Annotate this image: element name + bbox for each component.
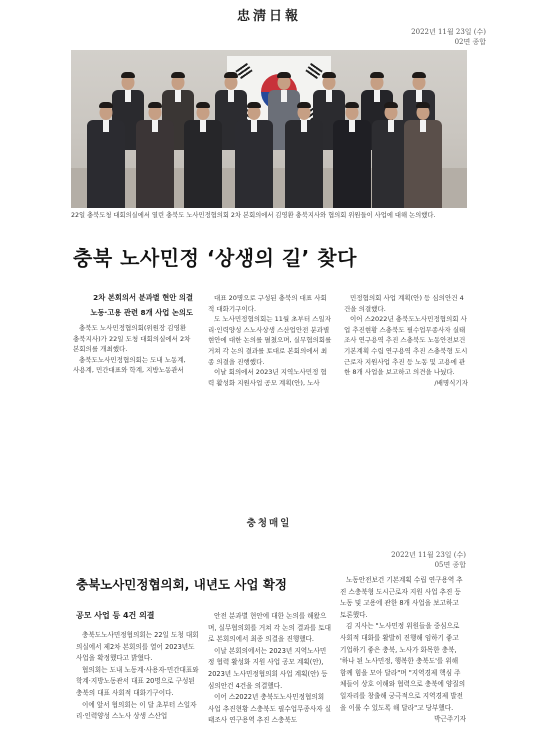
subhead-1a: 2차 본회의서 분과별 현안 의결 [93,293,193,302]
paragraph: 충북도노사민정협의회는 도내 노동계, 사용계, 민간대표와 학계, 지방노동관서 [73,355,186,375]
paragraph: 이어 스2022년 충북도노사민정협의회 사업 추진현황 스충북도 필수업무종사자 실태조사 연구용역 추진 스충북도 [208,693,332,725]
article2-column-2 [208,611,332,727]
hair [121,72,135,78]
headline-1: 충북 노사민정 ‘상생의 길’ 찾다 [73,246,357,270]
hair [196,102,210,108]
person-figure [184,102,222,208]
byline-1: /배명식기자 [434,378,468,387]
hair [384,102,398,108]
shirt [251,120,257,132]
newspaper-masthead-2: 충청매일 [246,518,292,529]
paragraph: 도 노사민정협의회는 11월 초부터 스일자리·인력양성 스노사상생 스산업안전 분과별 현안에 대한 논의를 펼쳤으며, 실무협의회를 거쳐 각 논의 결과를 토대로 본회의에서 최종 의결을 진행했다. [208,315,332,366]
hair [224,72,238,78]
article2-column-1 [76,630,200,723]
person-figure [87,102,125,208]
hair [322,72,336,78]
shirt [152,120,158,132]
photo-caption: 22일 충북도청 대회의실에서 열린 충북도 노사민정협의회 2차 본회의에서 김영환 충북지사와 협의회 위원들이 사업에 대해 논의했다. [71,212,436,219]
paragraph: 충북도 노사민정협의회(위원장 김영환 충북지사)가 22일 도청 대회의실에서 2차 본회의를 개최했다. [73,324,191,354]
shirt [420,120,426,132]
hair [99,102,113,108]
hair [345,102,359,108]
shirt [349,120,355,132]
page-label-1: 02면 종합 [454,38,486,46]
newspaper-masthead-1: 忠淸日報 [236,9,301,24]
shirt [326,90,332,102]
paragraph: 안전 분과별 현안에 대한 논의를 해왔으며, 실무협의회를 거쳐 각 논의 결과를 토대로 본회의에서 최종 의결을 진행했다. [208,612,331,644]
paragraph: 이날 회의에서 2023년 지역노사민정 협력 활성화 지원사업 공모 계획(안), 노사 [208,368,327,387]
dateline-1 [336,27,486,47]
paragraph: 충북도노사민정협의회는 22일 도청 대회의실에서 제2차 본회의를 열어 2023년도 사업을 확정했다고 밝혔다. [76,631,199,663]
shirt [388,120,394,132]
hair [171,72,185,78]
suit [184,120,222,208]
hair [297,102,311,108]
shirt [416,90,422,102]
person-figure [136,102,174,208]
suit [235,120,273,208]
suit [333,120,371,208]
suit [404,120,442,208]
paragraph: 김 지사는 "노사민정 위원들을 중심으로 사회적 대화를 활발히 진행해 임하기 좋고 기업하기 좋은 충북, 노사가 화목한 충북, '하나 된 노사민정, 행복한 충북도'를 위해 함께 힘을 모아 달라"며 "지역경제 핵심 주체들이 상호 이해와 협력으로 충북에 양질의 일자리를 창출해 궁극적으로 지역경제 발전을 이룰 수 있도록 해 달라"고 당부했다. [340,622,466,712]
hair [148,102,162,108]
paragraph: 이날 본회의에서는 2023년 지역노사민정 협력 활성화 지원 사업 공모 계획(안), 2023년 노사민정협의회 사업 계획(안) 등 심의안건 4건을 의결했다. [208,646,328,690]
dateline-2 [316,550,466,570]
shirt [200,120,206,132]
hair [247,102,261,108]
article-photo [71,50,467,208]
person-figure [235,102,273,208]
byline-2: 박근주기자 [434,715,466,724]
paragraph: 노동안전보건 기본계획 수립 연구용역 추진 스충북형 도시근로자 지원 사업 추진 등 노동 및 고용에 관한 8개 사업을 보고하고 토론했다. [340,576,463,619]
paragraph: 협의회는 도내 노동계·사용자·민간대표와 학계·지방노동관서 대표 20명으로 구성된 충북의 대표 사회적 대화기구이다. [76,665,199,697]
suit [136,120,174,208]
page-label-2: 05면 종합 [434,561,466,569]
shirt [228,90,234,102]
person-figure [285,102,323,208]
paragraph: 이에 앞서 협의회는 이 달 초부터 스일자리·인력양성 스노사 상생 스산업 [76,700,197,721]
date-2: 2022년 11월 23일 (수) [391,551,466,559]
subhead-2: 공모 사업 등 4건 의결 [76,611,155,620]
shirt [103,120,109,132]
hair [412,72,426,78]
subhead-1b: 노동·고용 관련 8개 사업 논의도 [90,308,193,317]
shirt [301,120,307,132]
person-figure [404,102,442,208]
person-figure [333,102,371,208]
shirt [281,90,287,102]
hair [416,102,430,108]
suit [285,120,323,208]
hair [370,72,384,78]
suit [87,120,125,208]
shirt [125,90,131,102]
paragraph: 이어 스2022년 충북도노사민정협의회 사업 추진현황 스충북도 필수업무종사자 실태조사 연구용역 추진 스충북도 노동안전보건 기본계획 수립 연구용역 추진 스충북형 도시근로자 지원사업 추진 등 노동 및 고용에 관한 8개 사업을 보고하고 의견을 나눴다. [344,315,468,377]
hair [277,72,291,78]
article1-column-2 [208,293,332,388]
headline-2: 충북노사민정협의회, 내년도 사업 확정 [76,577,288,592]
paragraph: 대표 20명으로 구성된 충북의 대표 사회적 대화기구이다. [208,294,327,313]
paragraph: 민정협의회 사업 계획(안) 등 심의안건 4건을 의결했다. [344,294,464,313]
shirt [175,90,181,102]
article2-column-3 [340,575,466,726]
date-1: 2022년 11월 23일 (수) [411,28,486,36]
article1-column-3 [344,293,468,388]
shirt [374,90,380,102]
article1-column-1 [73,290,193,376]
